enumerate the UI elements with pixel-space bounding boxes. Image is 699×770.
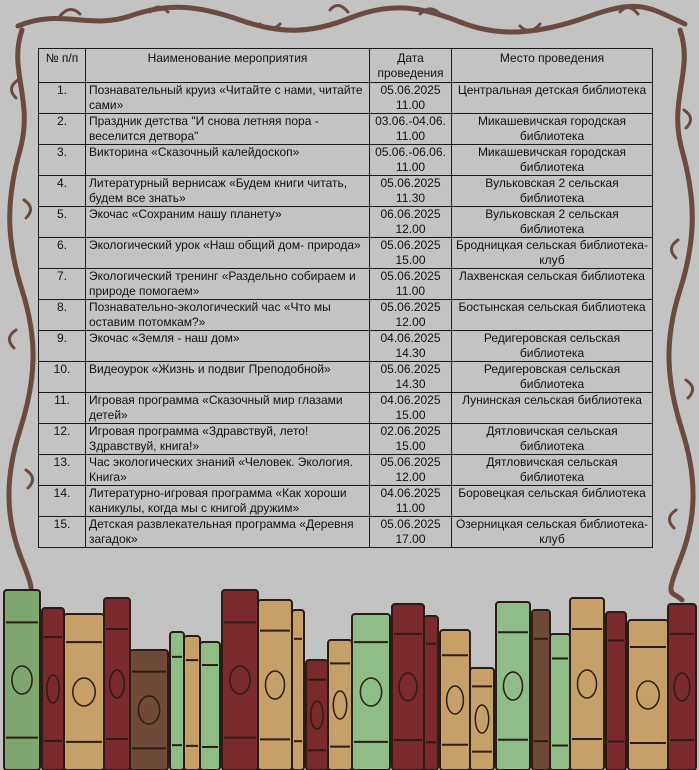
row-number: 13. — [39, 455, 86, 486]
row-number: 14. — [39, 486, 86, 517]
event-date: 05.06.2025 14.30 — [370, 362, 452, 393]
event-name: Игровая программа «Здравствуй, лето! Здравствуй, книга!» — [86, 424, 370, 455]
event-date: 06.06.2025 12.00 — [370, 207, 452, 238]
left-vine — [9, 30, 33, 600]
table-row — [39, 455, 653, 486]
event-name: Познавательно-экологический час «Что мы оставим потомкам?» — [86, 300, 370, 331]
book-spine — [424, 616, 438, 770]
header-date: Дата проведения — [370, 49, 452, 83]
event-date: 04.06.2025 14.30 — [370, 331, 452, 362]
event-place: Вульковская 2 сельская библиотека — [452, 207, 653, 238]
table-row — [39, 269, 653, 300]
event-place: Редигеровская сельская библиотека — [452, 362, 653, 393]
event-place: Лунинская сельская библиотека — [452, 393, 653, 424]
event-place: Дятловичская сельская библиотека — [452, 455, 653, 486]
row-number: 12. — [39, 424, 86, 455]
event-date: 05.06.2025 12.00 — [370, 300, 452, 331]
event-date: 05.06.2025 12.00 — [370, 455, 452, 486]
event-place: Дятловичская сельская библиотека — [452, 424, 653, 455]
event-name: Детская развлекательная программа «Деревня загадок» — [86, 517, 370, 548]
row-number: 8. — [39, 300, 86, 331]
table-header-row — [39, 49, 653, 83]
row-number: 3. — [39, 145, 86, 176]
book-spine — [352, 614, 390, 770]
table-row — [39, 393, 653, 424]
book-spine — [200, 642, 220, 770]
header-place: Место проведения — [452, 49, 653, 83]
table-row — [39, 424, 653, 455]
event-date: 05.06.2025 17.00 — [370, 517, 452, 548]
event-date: 04.06.2025 15.00 — [370, 393, 452, 424]
event-name: Экологический урок «Наш общий дом- природа» — [86, 238, 370, 269]
event-name: Познавательный круиз «Читайте с нами, читайте сами» — [86, 83, 370, 114]
row-number: 11. — [39, 393, 86, 424]
event-place: Центральная детская библиотека — [452, 83, 653, 114]
book-spine — [550, 634, 570, 770]
events-table — [38, 48, 653, 548]
book-spine — [628, 620, 668, 770]
event-date: 05.06.2025 11.00 — [370, 269, 452, 300]
event-place: Бостынская сельская библиотека — [452, 300, 653, 331]
table-row — [39, 331, 653, 362]
event-place: Бродницкая сельская библиотека-клуб — [452, 238, 653, 269]
table-row — [39, 486, 653, 517]
table-row — [39, 238, 653, 269]
header-name: Наименование мероприятия — [86, 49, 370, 83]
book-spine — [306, 660, 328, 770]
event-date: 05.06.2025 11.00 — [370, 83, 452, 114]
event-date: 03.06.-04.06. 11.00 — [370, 114, 452, 145]
table-row — [39, 176, 653, 207]
book-spine — [130, 650, 168, 770]
table-row — [39, 83, 653, 114]
event-date: 05.06.-06.06. 11.00 — [370, 145, 452, 176]
event-place: Боровецкая сельская библиотека — [452, 486, 653, 517]
book-spine — [222, 590, 258, 770]
book-spine — [184, 636, 200, 770]
table-row — [39, 145, 653, 176]
event-name: Викторина «Сказочный калейдоскоп» — [86, 145, 370, 176]
event-name: Игровая программа «Сказочный мир глазами детей» — [86, 393, 370, 424]
row-number: 9. — [39, 331, 86, 362]
book-spine — [606, 612, 626, 770]
event-date: 05.06.2025 11.30 — [370, 176, 452, 207]
row-number: 10. — [39, 362, 86, 393]
row-number: 4. — [39, 176, 86, 207]
event-place: Микашевичская городская библиотека — [452, 145, 653, 176]
book-spine — [496, 602, 530, 770]
books-shelf-illustration — [0, 584, 699, 770]
event-place: Вульковская 2 сельская библиотека — [452, 176, 653, 207]
book-spine — [42, 608, 64, 770]
table-row — [39, 300, 653, 331]
book-spine — [4, 590, 40, 770]
table-row — [39, 114, 653, 145]
event-name: Экочас «Земля - наш дом» — [86, 331, 370, 362]
row-number: 1. — [39, 83, 86, 114]
event-name: Час экологических знаний «Человек. Экология. Книга» — [86, 455, 370, 486]
event-date: 05.06.2025 15.00 — [370, 238, 452, 269]
event-name: Литературно-игровая программа «Как хороши каникулы, когда мы с книгой дружим» — [86, 486, 370, 517]
book-spine — [392, 604, 424, 770]
event-name: Праздник детства "И снова летняя пора - веселится детвора" — [86, 114, 370, 145]
book-spine — [170, 632, 184, 770]
book-spine — [532, 610, 550, 770]
book-spine — [104, 598, 130, 770]
book-spine — [328, 640, 352, 770]
book-spine — [470, 668, 494, 770]
book-spine — [440, 630, 470, 770]
header-num: № п/п — [39, 49, 86, 83]
book-spine — [570, 598, 604, 770]
row-number: 6. — [39, 238, 86, 269]
book-spine — [292, 610, 304, 770]
event-name: Экочас «Сохраним нашу планету» — [86, 207, 370, 238]
table-row — [39, 362, 653, 393]
book-spine — [668, 604, 696, 770]
top-vine — [18, 6, 685, 32]
book-spine — [64, 614, 104, 770]
table-row — [39, 207, 653, 238]
book-spine — [258, 600, 292, 770]
row-number: 15. — [39, 517, 86, 548]
event-name: Видеоурок «Жизнь и подвиг Преподобной» — [86, 362, 370, 393]
event-place: Редигеровская сельская библиотека — [452, 331, 653, 362]
event-name: Литературный вернисаж «Будем книги читать, будем все знать» — [86, 176, 370, 207]
event-name: Экологический тренинг «Раздельно собираем и природе помогаем» — [86, 269, 370, 300]
event-place: Микашевичская городская библиотека — [452, 114, 653, 145]
event-place: Лахвенская сельская библиотека — [452, 269, 653, 300]
event-date: 02.06.2025 15.00 — [370, 424, 452, 455]
row-number: 7. — [39, 269, 86, 300]
event-date: 04.06.2025 11.00 — [370, 486, 452, 517]
row-number: 2. — [39, 114, 86, 145]
event-place: Озерницкая сельская библиотека-клуб — [452, 517, 653, 548]
table-row — [39, 517, 653, 548]
row-number: 5. — [39, 207, 86, 238]
